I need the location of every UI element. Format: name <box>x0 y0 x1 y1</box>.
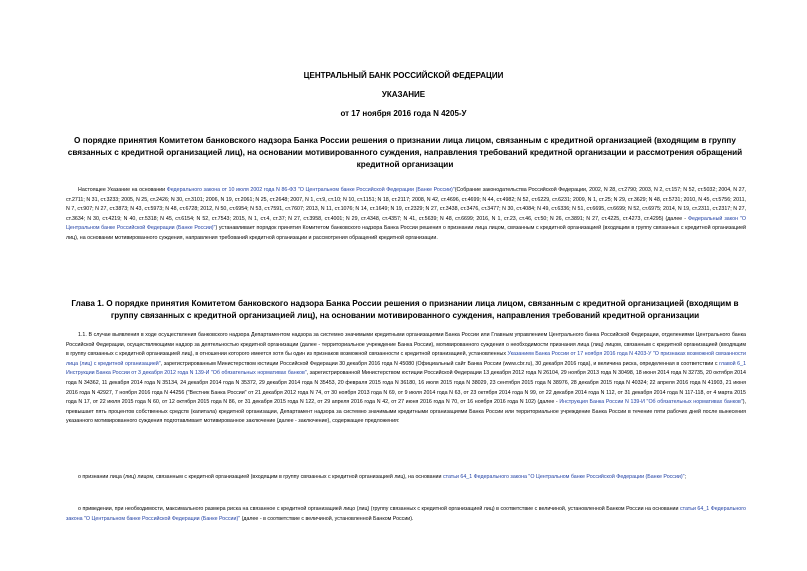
list-item-1-text-1: о признании лица (лиц) лицом, связанным с кредитной организацией (входящим в группу связанных с кредитной организацией лиц), на основании <box>78 474 443 480</box>
list-item-2-text-2: (далее - в соответствие с величиной, установленной Банком России). <box>240 515 414 522</box>
list-item-recognition <box>66 473 746 483</box>
preamble-text-2: (Собрание законодательства Российской Федерации, 2002, N 28, ст.2790; 2003, N 2, ст.157; N 52, ст.5032; 2004, N 27, ст.2711; N 31, ст.3233; 2005, N 25, ст.2426; N 30, ст.3101; 2006, N 19, ст.2061; N 25, ст.2648; 2007, N 1, ст.9, ст.10; N 10, ст.1151; N 18, ст.2117; 2008, N 42, ст.4696, ст.4699; N 44, ст.4982; N 52, ст.6229, ст.6231; 2009, N 1, ст.25; N 29, ст.3629; N 48, ст.5731; 2010, N 45, ст.5756; 2011, N 7, ст.907; N 27, ст.3873; N 43, ст.5973; N 48, ст.6728; 2012, N 50, ст.6954; N 53, ст.7591, ст.7607; 2013, N 11, ст.1076; N 14, ст.1649; N 19, ст.2329; N 27, ст.3438, ст.3476, ст.3477; N 30, ст.4084; N 49, ст.6336; N 51, ст.6695, ст.6699; N 52, ст.6975; 2014, N 19, ст.2311, ст.2317; N 27, ст.3634; N 30, ст.4219; N 40, ст.5318; N 45, ст.6154; N 52, ст.7543; 2015, N 1, ст.4, ст.37; N 27, ст.3958, ст.4001; N 29, ст.4348, ст.4357; N 41, ст.5639; N 48, ст.6699; 2016, N 1, ст.23, ст.46, ст.50; N 26, ст.3891; N 27, ст.4225, ст.4273, ст.4295) (далее - <box>66 187 747 222</box>
document-type: УКАЗАНИЕ <box>381 90 426 99</box>
para-1-1-text-1: 1.1. В случае выявления в ходе осуществления банковского надзора Департаментом надзора за системно значимыми кредитными организациями Банка России или Главным управлением Центрального банка Российской Федерации, отделениями Центрального банка Российской Федерации, осуществляющими надзор за деятельностью кредитной организации (далее - территориальное учреждение Банка России), мотивированного суждения о необходимости признания лица (лиц) лицом, связанным с кредитной организацией (входящим в группу связанных с кредитной организацией лиц), в отношении которого имеется хотя бы один из признаков возможной связанности с кредитной организацией, установленных <box>66 332 746 358</box>
document-title: О порядке принятия Комитетом банковского надзора Банка России решения о признании лица лицом, связанным с кредитной организацией (входящим в группу связанных с кредитной организацией лиц), на основании мотивированного суждения, направления требований кредитной организации и рассмотрения обращений кредитной организации <box>67 136 743 169</box>
instruction-139i-chapter-link[interactable]: главой 6_1 Инструкции Банка России от 3 декабря 2012 года N 139-И "Об обязательных нормативах банков" <box>66 360 747 377</box>
federal-law-short-link[interactable]: Федеральный закон "О Центральном банке Российской Федерации (Банке России)" <box>66 215 746 232</box>
list-item-2-text-1: о приведении, при необходимости, максимального размера риска на связанное с кредитной организацией лицо (лиц) (группу связанных с кредитной организацией лиц) в соответствие с величиной, установленной Банком России на основании <box>78 506 680 512</box>
preamble-paragraph <box>66 186 746 244</box>
article-64-1-link[interactable]: статьи 64_1 Федерального закона "О Центральном банке Российской Федерации (Банке России)" <box>442 474 685 480</box>
federal-law-86fz-link[interactable]: Федерального закона от 10 июля 2002 года N 86-ФЗ "О Центральном банке Российской Федерации (Банке России)" <box>166 187 455 193</box>
para-1-1-text-2: , зарегистрированным Министерством юстиции Российской Федерации 30 декабря 2016 года N 45080 (Официальный сайт Банка России (www.cbr.ru), 30 декабря 2016 года), и величина риска, определенная в соответствии с <box>160 360 720 367</box>
list-item-risk-limit <box>66 505 746 524</box>
preamble-text-1: Настоящее Указание на основании <box>78 187 167 193</box>
preamble-text-3: ) устанавливает порядок принятия Комитетом банковского надзора Банка России решения о признании лица лицом, связанным с кредитной организацией (входящим в группу связанных с кредитной организацией лиц), на основании мотивированного суждения, направления требований кредитной организации и рассмотрения обращений кредитной организации. <box>66 225 746 241</box>
paragraph-1-1 <box>66 331 746 427</box>
instruction-139i-link[interactable]: Инструкция Банка России N 139-И "Об обязательных нормативах банков" <box>559 399 743 406</box>
para-1-1-text-4: ), превышает пять процентов собственных средств (капитала) кредитной организации, Департамент надзора за системно значимыми кредитными организациями Банка России или территориальное учреждение Банка России в течение пяти рабочих дней после вынесения указанного мотивированного суждения подготавливает мотивированное заключение (далее - заключение), содержащее предложения: <box>66 399 746 425</box>
directive-4203u-link[interactable]: Указанием Банка России от 17 ноября 2016 года N 4203-У "О признаках возможной связанности лица (лиц) с кредитной организацией" <box>66 351 747 367</box>
para-1-1-text-3: , зарегистрированной Министерством юстиции Российской Федерации 13 декабря 2012 года N 26104, 29 ноября 2013 года N 30498, 18 июня 2014 года N 32735, 20 октября 2014 года N 34362, 11 декабря 2014 года N 35134, 24 декабря 2014 года N 35372, 29 декабря 2014 года N 35453, 20 февраля 2015 года N 36180, 16 июля 2015 года N 38029, 23 сентября 2015 года N 38976, 28 декабря 2015 года N 40324; 22 апреля 2016 года N 41903, 21 июня 2016 года N 42927, 7 ноября 2016 года N 44256 ("Вестник Банка России" от 21 декабря 2012 года N 74, от 30 ноября 2013 года N 69, от 9 июля 2014 года N 63, от 23 октября 2014 года N 99, от 22 декабря 2014 года N 112, от 31 декабря 2014 года N 117-118, от 4 марта 2015 года N 17, от 22 июля 2015 года N 60, от 12 октября 2015 года N 86, от 31 декабря 2015 года N 122, от 29 апреля 2016 года N 42, от 27 июня 2016 года N 70, от 16 ноября 2016 года N 102) (далее - <box>66 370 746 406</box>
chapter-1-heading: Глава 1. О порядке принятия Комитетом банковского надзора Банка России решения о признании лица лицом, связанным с кредитной организацией (входящим в группу связанных с кредитной организацией лиц), на основании мотивированного суждения, направления требований кредитной организации <box>71 299 739 320</box>
article-64-1-link-2[interactable]: статьи 64_1 Федерального закона "О Центральном банке Российской Федерации (Банке России)" <box>66 506 746 522</box>
issuer-heading: ЦЕНТРАЛЬНЫЙ БАНК РОССИЙСКОЙ ФЕДЕРАЦИИ <box>303 71 504 80</box>
list-item-1-text-2: ; <box>684 474 686 480</box>
document-date-number: от 17 ноября 2016 года N 4205-У <box>340 109 467 118</box>
